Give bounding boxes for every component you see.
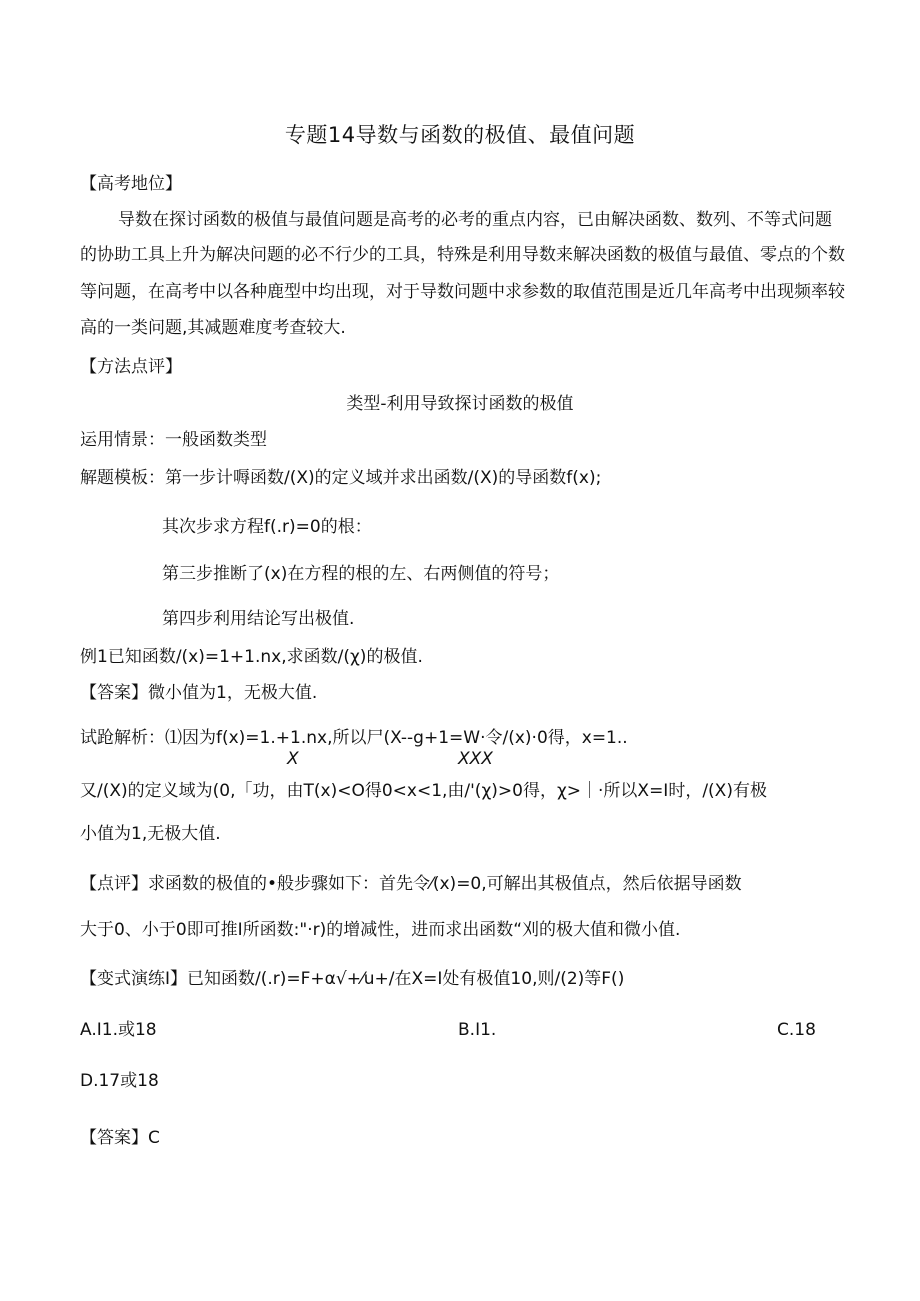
section-heading-method: 【方法点评】 [80, 357, 182, 377]
analysis-denominator-x: X [287, 749, 299, 769]
type-heading: 类型-利用导致探讨函数的极值 [346, 394, 574, 414]
intro-line-4: 高的一类问题,其减题难度考查较大. [80, 318, 346, 338]
option-b: B.I1. [458, 1020, 497, 1040]
step-4: 第四步利用结论写出极值. [162, 609, 355, 629]
intro-line-3: 等问题，在高考中以各种鹿型中均出现，对于导数问题中求参数的取值范围是近几年高考中出现频率较 [80, 282, 845, 302]
section-heading-gaokao: 【高考地位】 [80, 174, 182, 194]
analysis-line-2: 又/(X)的定义域为(0,「功，由T(x)<O得0<x<1,由/'(χ)>0得，χ>｜·所以X=I时，/(X)有极 [80, 781, 767, 801]
example-1: 例1已知函数/(x)=1+1.nx,求函数/(χ)的极值. [80, 647, 423, 667]
analysis-denominator-xxx: XXX [458, 749, 493, 769]
page-title: 专题14导数与函数的极值、最值问题 [284, 123, 636, 147]
analysis-line-1: 试跄解析：⑴因为f(x)=1.+1.nx,所以尸(X--g+1=W·令/(x)·0得，x=1.. [80, 728, 628, 748]
scenario-line: 运用情景：一般函数类型 [80, 430, 267, 450]
variant-exercise: 【变式演练I】已知函数/(.r)=F+α√+⁄u+/在X=I处有极值10,则/(2)等F() [80, 969, 625, 989]
answer-1: 【答案】微小值为1，无极大值. [80, 683, 318, 703]
option-a: A.I1.或18 [80, 1020, 157, 1040]
step-3: 第三步推断了(x)在方程的根的左、右两侧值的符号； [162, 564, 560, 584]
intro-line-2: 的协助工具上升为解决问题的必不行少的工具，特殊是利用导数来解决函数的极值与最值、零点的个数 [80, 245, 845, 265]
step-2: 其次步求方程f(.r)=0的根： [162, 517, 372, 537]
template-line: 解题模板：第一步计嗕函数/(X)的定义域并求出函数/(X)的导函数f(x); [80, 468, 602, 488]
option-d: D.17或18 [80, 1071, 159, 1091]
answer-2: 【答案】C [80, 1128, 160, 1148]
comment-line-1: 【点评】求函数的极值的•般步骤如下：首先令⁄(x)=0,可解出其极值点，然后依据导函数 [80, 874, 742, 894]
comment-line-2: 大于0、小于0即可推I所函数:"·r)的增减性，进而求出函数“刈的极大值和微小值. [80, 920, 681, 940]
analysis-line-3: 小值为1,无极大值. [80, 824, 221, 844]
intro-line-1: 导数在探讨函数的极值与最值问题是高考的必考的重点内容，已由解决函数、数列、不等式问题 [118, 210, 832, 230]
option-c: C.18 [777, 1020, 816, 1040]
